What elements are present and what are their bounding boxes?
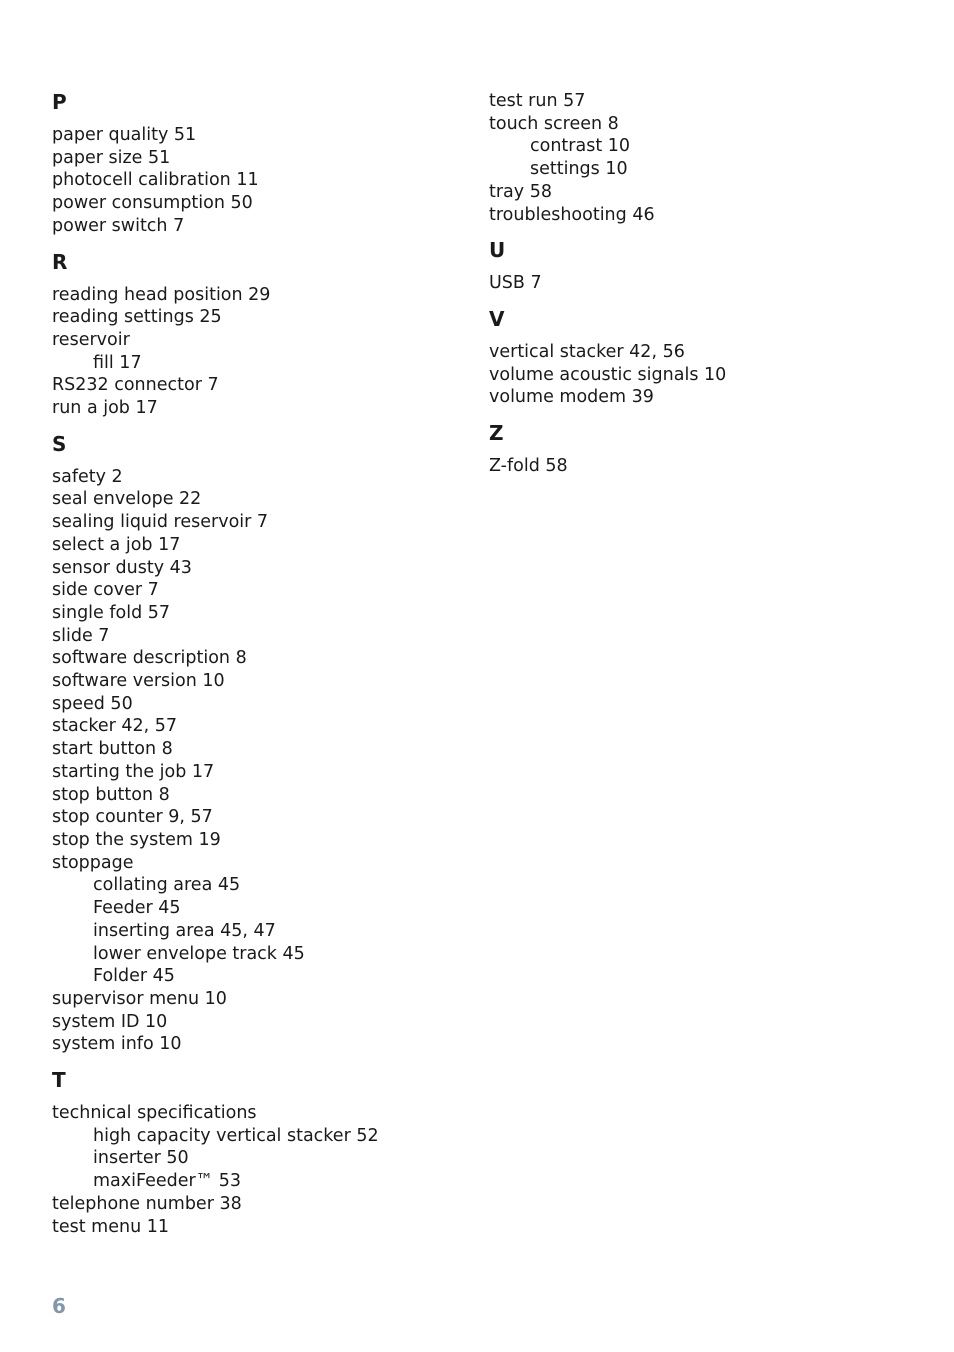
index-subentry: high capacity vertical stacker 52 [93,1125,379,1146]
index-column-left [52,90,472,1250]
index-entry: software version 10 [52,671,225,692]
page-number: 6 [52,1294,66,1318]
index-entry: stop the system 19 [52,829,221,850]
index-section [489,238,909,295]
index-letter-heading: S [52,431,67,456]
index-entry: stop counter 9, 57 [52,807,213,828]
index-entry: power consumption 50 [52,193,253,214]
index-section [489,421,909,478]
index-entry: technical specifications [52,1103,257,1124]
index-entry: seal envelope 22 [52,489,202,510]
index-subentry: lower envelope track 45 [93,943,305,964]
index-subentry: fill 17 [93,352,142,373]
index-letter-heading: R [52,249,68,274]
index-entry: paper quality 51 [52,125,197,145]
index-entry: telephone number 38 [52,1193,242,1214]
index-entry: start button 8 [52,739,173,760]
index-entry: stoppage [52,852,134,873]
index-entry: supervisor menu 10 [52,988,227,1009]
index-entry: Z-fold 58 [489,456,568,477]
index-entry: single fold 57 [52,602,171,623]
index-entry: power switch 7 [52,215,185,236]
index-section [489,90,909,226]
index-entry: select a job 17 [52,534,181,555]
index-entry: test run 57 [489,91,586,111]
index-letter-heading: T [52,1068,66,1093]
index-entry: reading head position 29 [52,284,271,305]
index-entry: reservoir [52,329,130,350]
index-subentry: maxiFeeder™ 53 [93,1171,242,1192]
index-letter-heading: Z [489,421,504,446]
index-subentry: Feeder 45 [93,898,181,919]
index-entry: USB 7 [489,273,542,294]
index-entry: software description 8 [52,648,247,669]
index-entry: troubleshooting 46 [489,204,655,225]
index-subentry: inserter 50 [93,1148,189,1169]
index-section [52,432,472,1056]
index-entry: stop button 8 [52,784,170,805]
index-subentry: contrast 10 [530,136,631,157]
index-entry: stacker 42, 57 [52,716,178,737]
index-entry: volume acoustic signals 10 [489,364,727,385]
index-section [489,307,909,409]
index-column-right [489,90,909,490]
index-entry: reading settings 25 [52,307,222,328]
index-entry: volume modem 39 [489,387,654,408]
index-section [52,1068,472,1238]
index-entry: photocell calibration 11 [52,170,259,191]
index-letter-heading: V [489,306,505,331]
index-subentry: collating area 45 [93,875,241,896]
index-entry: side cover 7 [52,580,159,601]
index-section [52,90,472,238]
index-entry: test menu 11 [52,1216,169,1237]
index-letter-heading: U [489,238,506,263]
index-entry: slide 7 [52,625,110,646]
index-entry: tray 58 [489,181,552,202]
index-entry: touch screen 8 [489,113,619,134]
index-letter-heading: P [52,90,67,114]
index-entry: safety 2 [52,466,123,487]
index-entry: system ID 10 [52,1011,168,1032]
index-entry: starting the job 17 [52,761,215,782]
index-entry: speed 50 [52,693,133,714]
index-entry: paper size 51 [52,147,171,168]
index-entry: sensor dusty 43 [52,557,192,578]
index-subentry: Folder 45 [93,966,175,987]
index-subentry: settings 10 [530,159,628,180]
index-entry: run a job 17 [52,398,158,419]
index-subentry: inserting area 45, 47 [93,920,276,941]
index-section [52,250,472,420]
index-entry: system info 10 [52,1034,182,1055]
index-entry: vertical stacker 42, 56 [489,341,685,362]
index-entry: sealing liquid reservoir 7 [52,512,269,533]
index-entry: RS232 connector 7 [52,375,219,396]
